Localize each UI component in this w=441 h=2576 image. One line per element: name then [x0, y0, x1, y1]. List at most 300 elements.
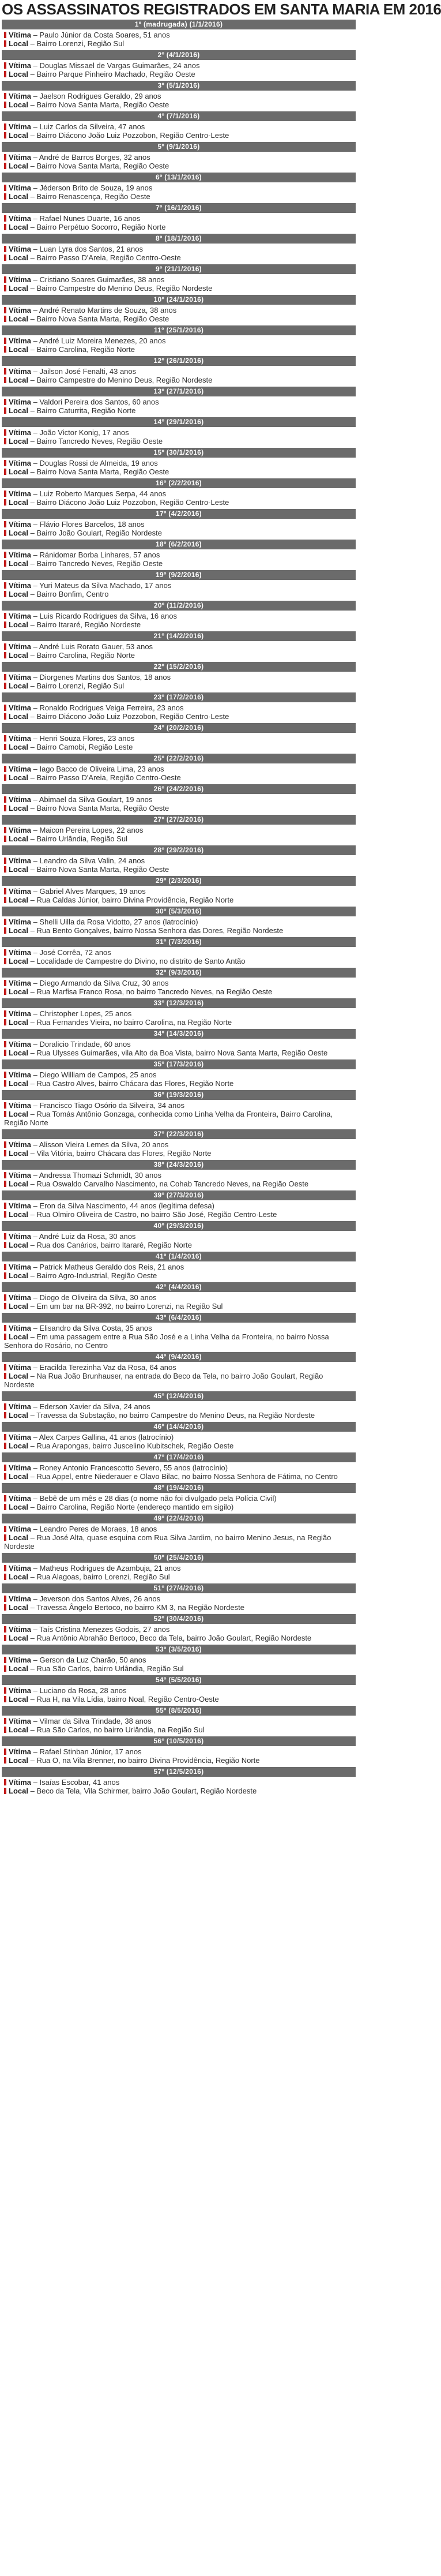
victim-label: Vítima [9, 1263, 32, 1271]
list-item [2, 570, 356, 601]
list-item [2, 20, 356, 50]
local-label: Local [9, 1787, 28, 1795]
list-item [2, 1706, 356, 1736]
victim-line: Vítima – Diogo de Oliveira da Silva, 30 anos [4, 1293, 353, 1302]
entry-body [2, 152, 356, 173]
red-bar-icon [4, 40, 6, 47]
victim-label: Vítima [9, 1232, 32, 1241]
victim-line: Vítima – Taís Cristina Menezes Godois, 27 anos [4, 1625, 353, 1634]
victim-name: André de Barros Borges, 32 anos [39, 153, 150, 162]
local-line: Local – Bairro Nova Santa Marta, Região Oeste [4, 162, 353, 170]
local-line: Local – Bairro Urlândia, Região Sul [4, 834, 353, 843]
red-bar-icon [4, 613, 6, 619]
victim-line: Vítima – André Renato Martins de Souza, 38 anos [4, 306, 353, 314]
red-bar-icon [4, 1242, 6, 1248]
victim-name: Leandro Peres de Moraes, 18 anos [39, 1525, 157, 1533]
victim-label: Vítima [9, 520, 32, 529]
victim-line: Vítima – Ronaldo Rodrigues Veiga Ferreira, 23 anos [4, 703, 353, 712]
red-bar-icon [4, 1080, 6, 1087]
local-line: Local – Localidade de Campestre do Divino, no distrito de Santo Antão [4, 957, 353, 965]
list-item [2, 1129, 356, 1160]
local-value: Bairro Nova Santa Marta, Região Oeste [36, 804, 169, 813]
victim-line: Vítima – Iago Bacco de Oliveira Lima, 23 anos [4, 765, 353, 773]
victim-name: Alex Carpes Gallina, 41 anos (latrocínio) [39, 1433, 174, 1441]
local-line: Local – Bairro Perpétuo Socorro, Região Norte [4, 223, 353, 231]
local-value: Bairro Parque Pinheiro Machado, Região Oeste [36, 70, 195, 78]
red-bar-icon [4, 1111, 6, 1117]
local-value: Travessa Ângelo Bertoco, no bairro KM 3, na Região Nordeste [36, 1603, 245, 1612]
local-line: Local – Rua Tomás Antônio Gonzaga, conhecida como Linha Velha da Fronteira, Bairro Carolina, Região Norte [4, 1110, 333, 1127]
victim-name: Bebê de um mês e 28 dias (o nome não foi divulgado pela Polícia Civil) [39, 1494, 277, 1503]
entry-body [2, 794, 356, 815]
entry-body [2, 335, 356, 356]
local-line: Local – Bairro Nova Santa Marta, Região Oeste [4, 314, 353, 323]
local-label: Local [9, 39, 28, 48]
red-bar-icon [4, 1565, 6, 1571]
list-item [2, 1059, 356, 1090]
entry-body [2, 1323, 356, 1352]
red-bar-icon [4, 1657, 6, 1663]
local-value: Bairro Nova Santa Marta, Região Oeste [36, 100, 169, 109]
victim-line: Vítima – Paulo Júnior da Costa Soares, 51 anos [4, 31, 353, 39]
list-item [2, 1313, 356, 1352]
local-value: Bairro João Goulart, Região Nordeste [36, 529, 162, 537]
local-line: Local – Bairro Bonfim, Centro [4, 590, 353, 598]
local-label: Local [9, 1149, 28, 1158]
victim-label: Vítima [9, 1363, 32, 1372]
victim-name: André Luiz da Rosa, 30 anos [39, 1232, 136, 1241]
red-bar-icon [4, 1211, 6, 1218]
victim-label: Vítima [9, 367, 32, 376]
victim-label: Vítima [9, 1564, 32, 1572]
local-value: Bairro Carolina, Região Norte (endereço mantido em sigilo) [36, 1503, 234, 1511]
red-bar-icon [4, 652, 6, 658]
victim-name: Ránidomar Borba Linhares, 57 anos [39, 551, 160, 559]
victim-line: Vítima – Jaelson Rodrigues Geraldo, 29 anos [4, 92, 353, 100]
victim-label: Vítima [9, 581, 32, 590]
victim-name: Elisandro da Silva Costa, 35 anos [39, 1324, 152, 1332]
local-value: Rua H, na Vila Lídia, bairro Noal, Região Centro-Oeste [36, 1695, 219, 1703]
red-bar-icon [4, 1373, 6, 1379]
entry-body [2, 121, 356, 142]
red-bar-icon [4, 1788, 6, 1794]
local-line: Local – Rua dos Canários, bairro Itararé, Região Norte [4, 1241, 353, 1249]
local-line: Local – Bairro Diácono João Luiz Pozzobon, Região Centro-Leste [4, 712, 353, 721]
local-value: Bairro Passo D'Areia, Região Centro-Oeste [36, 253, 181, 262]
victim-line: Vítima – Gerson da Luz Charão, 50 anos [4, 1656, 353, 1664]
victim-label: Vítima [9, 948, 32, 957]
victim-line: Vítima – Francisco Tiago Osório da Silveira, 34 anos [4, 1101, 353, 1110]
victim-label: Vítima [9, 1594, 32, 1603]
list-item [2, 50, 356, 81]
list-item [2, 723, 356, 754]
entry-date-header: 16º (2/2/2016) [2, 478, 356, 488]
entry-date-header: 56º (10/5/2016) [2, 1736, 356, 1746]
red-bar-icon [4, 1434, 6, 1440]
victim-line: Vítima – Abimael da Silva Goulart, 19 anos [4, 795, 353, 804]
red-bar-icon [4, 949, 6, 956]
victim-name: Eron da Silva Nascimento, 44 anos (legítima defesa) [39, 1201, 214, 1210]
local-label: Local [9, 1533, 28, 1542]
entry-date-header: 52º (30/4/2016) [2, 1614, 356, 1624]
entry-date-header: 30º (5/3/2016) [2, 907, 356, 916]
red-bar-icon [4, 1626, 6, 1633]
entry-date-header: 34º (14/3/2016) [2, 1029, 356, 1039]
local-value: Rua Castro Alves, bairro Chácara das Flores, Região Norte [36, 1079, 234, 1088]
entry-date-header: 6º (13/1/2016) [2, 173, 356, 182]
red-bar-icon [4, 163, 6, 169]
local-label: Local [9, 1018, 28, 1027]
red-bar-icon [4, 683, 6, 689]
local-value: Bairro Perpétuo Socorro, Região Norte [36, 223, 166, 231]
local-line: Local – Bairro Itararé, Região Nordeste [4, 620, 353, 629]
local-value: Rua Alagoas, bairro Lorenzi, Região Sul [36, 1572, 170, 1581]
entry-body [2, 580, 356, 601]
red-bar-icon [4, 1303, 6, 1309]
entry-body [2, 1523, 356, 1553]
victim-line: Vítima – Douglas Rossi de Almeida, 19 anos [4, 459, 353, 467]
entry-date-header: 14º (29/1/2016) [2, 417, 356, 427]
local-value: Bairro Lorenzi, Região Sul [36, 682, 125, 690]
victim-label: Vítima [9, 1717, 32, 1725]
entry-body [2, 1624, 356, 1645]
list-item [2, 1675, 356, 1706]
entry-date-header: 54º (5/5/2016) [2, 1675, 356, 1685]
entry-date-header: 4º (7/1/2016) [2, 111, 356, 121]
red-bar-icon [4, 1403, 6, 1410]
victim-label: Vítima [9, 1656, 32, 1664]
victim-label: Vítima [9, 1324, 32, 1332]
red-bar-icon [4, 1757, 6, 1763]
local-line: Local – Em uma passagem entre a Rua São José e a Linha Velha da Fronteira, no bairro Nossa Senhora do Rosário, no Centro [4, 1332, 329, 1350]
local-label: Local [9, 987, 28, 996]
local-value: Bairro Carolina, Região Norte [36, 651, 135, 660]
red-bar-icon [4, 407, 6, 414]
red-bar-icon [4, 552, 6, 558]
red-bar-icon [4, 643, 6, 650]
red-bar-icon [4, 1526, 6, 1532]
list-item [2, 1190, 356, 1221]
victim-line: Vítima – Shelli Uilla da Rosa Vidotto, 27 anos (latrocínio) [4, 918, 353, 926]
red-bar-icon [4, 491, 6, 497]
local-label: Local [9, 223, 28, 231]
victim-line: Vítima – Patrick Matheus Geraldo dos Reis, 21 anos [4, 1263, 353, 1271]
red-bar-icon [4, 254, 6, 261]
victim-name: Rafael Nunes Duarte, 16 anos [39, 214, 141, 223]
local-label: Local [9, 1725, 28, 1734]
victim-name: Roney Antonio Francescotto Severo, 55 anos (latrocínio) [39, 1463, 228, 1472]
victim-label: Vítima [9, 1201, 32, 1210]
local-line: Local – Bairro Tancredo Neves, Região Oeste [4, 559, 353, 568]
red-bar-icon [4, 1050, 6, 1056]
list-item [2, 1452, 356, 1483]
entry-date-header: 10º (24/1/2016) [2, 295, 356, 305]
victim-label: Vítima [9, 1171, 32, 1180]
victim-label: Vítima [9, 1140, 32, 1149]
entry-date-header: 40º (29/3/2016) [2, 1221, 356, 1231]
local-line: Local – Bairro Carolina, Região Norte [4, 345, 353, 354]
entry-body [2, 978, 356, 998]
local-label: Local [9, 743, 28, 751]
victim-label: Vítima [9, 1686, 32, 1695]
victim-label: Vítima [9, 1402, 32, 1411]
list-item [2, 907, 356, 937]
victim-label: Vítima [9, 1070, 32, 1079]
red-bar-icon [4, 858, 6, 864]
red-bar-icon [4, 276, 6, 283]
entry-date-header: 53º (3/5/2016) [2, 1645, 356, 1654]
victim-name: Gabriel Alves Marques, 19 anos [39, 887, 146, 896]
list-item [2, 968, 356, 998]
red-bar-icon [4, 123, 6, 130]
local-line: Local – Bairro Passo D'Areia, Região Centro-Oeste [4, 773, 353, 782]
local-line: Local – Rua São Carlos, no bairro Urlândia, na Região Sul [4, 1725, 353, 1734]
red-bar-icon [4, 1696, 6, 1702]
entry-date-header: 26º (24/2/2016) [2, 784, 356, 794]
victim-line: Vítima – Jéderson Brito de Souza, 19 anos [4, 184, 353, 192]
list-item [2, 601, 356, 631]
entry-body [2, 1685, 356, 1706]
list-item [2, 1352, 356, 1391]
victim-line: Vítima – João Victor Konig, 17 anos [4, 428, 353, 437]
local-value: Bairro Nova Santa Marta, Região Oeste [36, 314, 169, 323]
victim-line: Vítima – Flávio Flores Barcelos, 18 anos [4, 520, 353, 529]
entry-date-header: 9º (21/1/2016) [2, 264, 356, 274]
local-label: Local [9, 1603, 28, 1612]
local-line: Local – Em um bar na BR-392, no bairro Lorenzi, na Região Sul [4, 1302, 353, 1311]
entry-date-header: 28º (29/2/2016) [2, 845, 356, 855]
victim-line: Vítima – Jailson José Fenalti, 43 anos [4, 367, 353, 376]
entry-body [2, 1593, 356, 1614]
red-bar-icon [4, 1718, 6, 1724]
victim-name: Ederson Xavier da Silva, 24 anos [39, 1402, 150, 1411]
victim-name: Diego William de Campos, 25 anos [39, 1070, 157, 1079]
entry-body [2, 458, 356, 478]
local-label: Local [9, 498, 28, 507]
red-bar-icon [4, 827, 6, 833]
list-item [2, 509, 356, 540]
red-bar-icon [4, 1233, 6, 1240]
entry-body [2, 519, 356, 540]
local-value: Rua José Alta, quase esquina com Rua Silva Jardim, no bairro Menino Jesus, na Região Nordeste [4, 1533, 331, 1551]
red-bar-icon [4, 93, 6, 99]
list-item [2, 356, 356, 387]
local-label: Local [9, 162, 28, 170]
entry-body [2, 672, 356, 692]
local-label: Local [9, 1049, 28, 1057]
list-item [2, 784, 356, 815]
victim-name: Iago Bacco de Oliveira Lima, 23 anos [39, 765, 164, 773]
local-value: Rua Olmiro Oliveira de Castro, no bairro São José, Região Centro-Leste [36, 1210, 277, 1219]
local-label: Local [9, 712, 28, 721]
red-bar-icon [4, 1264, 6, 1270]
local-label: Local [9, 376, 28, 384]
red-bar-icon [4, 582, 6, 589]
local-label: Local [9, 834, 28, 843]
red-bar-icon [4, 1534, 6, 1541]
entry-date-header: 35º (17/3/2016) [2, 1059, 356, 1069]
entry-body [2, 855, 356, 876]
red-bar-icon [4, 246, 6, 252]
victim-name: Luan Lyra dos Santos, 21 anos [39, 245, 143, 253]
local-value: Rua Antônio Abrahão Bertoco, Beco da Tela, bairro João Goulart, Região Nordeste [36, 1634, 312, 1642]
local-line: Local – Bairro Lorenzi, Região Sul [4, 682, 353, 690]
victim-name: Matheus Rodrigues de Azambuja, 21 anos [39, 1564, 181, 1572]
local-line: Local – Rua Ulysses Guimarães, vila Alto da Boa Vista, bairro Nova Santa Marta, Região Oeste [4, 1049, 353, 1057]
victim-label: Vítima [9, 31, 32, 39]
victim-name: Jaelson Rodrigues Geraldo, 29 anos [39, 92, 161, 100]
list-item [2, 142, 356, 173]
victim-label: Vítima [9, 214, 32, 223]
entry-date-header: 51º (27/4/2016) [2, 1583, 356, 1593]
victim-line: Vítima – Luiz Roberto Marques Serpa, 44 anos [4, 489, 353, 498]
victim-line: Vítima – André Luiz Moreira Menezes, 20 anos [4, 336, 353, 345]
local-line: Local – Rua Oswaldo Carvalho Nascimento, na Cohab Tancredo Neves, na Região Oeste [4, 1180, 353, 1188]
entry-body [2, 1493, 356, 1514]
entry-body [2, 1139, 356, 1160]
victim-line: Vítima – Luis Ricardo Rodrigues da Silva, 16 anos [4, 612, 353, 620]
local-label: Local [9, 1302, 28, 1311]
red-bar-icon [4, 1150, 6, 1156]
local-label: Local [9, 1664, 28, 1673]
red-bar-icon [4, 307, 6, 313]
victim-label: Vítima [9, 153, 32, 162]
local-line: Local – Travessa Ângelo Bertoco, no bairro KM 3, na Região Nordeste [4, 1603, 353, 1612]
red-bar-icon [4, 1019, 6, 1025]
victim-line: Vítima – André Luis Rorato Gauer, 53 anos [4, 642, 353, 651]
red-bar-icon [4, 1687, 6, 1694]
entry-date-header: 18º (6/2/2016) [2, 540, 356, 549]
local-label: Local [9, 1572, 28, 1581]
victim-line: Vítima – Douglas Missael de Vargas Guimarães, 24 anos [4, 61, 353, 70]
list-item [2, 1422, 356, 1452]
local-label: Local [9, 1695, 28, 1703]
local-label: Local [9, 1110, 28, 1118]
entry-body [2, 29, 356, 50]
victim-label: Vítima [9, 1778, 32, 1787]
entry-date-header: 21º (14/2/2016) [2, 631, 356, 641]
entry-body [2, 763, 356, 784]
victim-line: Vítima – Diorgenes Martins dos Santos, 18 anos [4, 673, 353, 682]
victim-name: Rafael Stinban Júnior, 17 anos [39, 1747, 142, 1756]
victim-label: Vítima [9, 1433, 32, 1441]
red-bar-icon [4, 530, 6, 536]
red-bar-icon [4, 521, 6, 527]
entry-date-header: 12º (26/1/2016) [2, 356, 356, 366]
list-item [2, 1252, 356, 1282]
red-bar-icon [4, 224, 6, 230]
list-item [2, 815, 356, 845]
entry-date-header: 57º (12/5/2016) [2, 1767, 356, 1777]
victim-label: Vítima [9, 703, 32, 712]
victim-line: Vítima – Eron da Silva Nascimento, 44 anos (legítima defesa) [4, 1201, 353, 1210]
list-item [2, 1029, 356, 1059]
list-item [2, 754, 356, 784]
red-bar-icon [4, 621, 6, 628]
local-value: Na Rua João Brunhauser, na entrada do Beco da Tela, no bairro João Goulart, Região Nordeste [4, 1372, 323, 1389]
victim-name: Ronaldo Rodrigues Veiga Ferreira, 23 anos [39, 703, 184, 712]
local-line: Local – Bairro Renascença, Região Oeste [4, 192, 353, 201]
local-label: Local [9, 467, 28, 476]
victim-line: Vítima – Leandro da Silva Valin, 24 anos [4, 856, 353, 865]
victim-label: Vítima [9, 1625, 32, 1634]
list-item [2, 662, 356, 692]
victim-name: Shelli Uilla da Rosa Vidotto, 27 anos (latrocínio) [39, 918, 198, 926]
local-line: Local – Travessa da Substação, no bairro Campestre do Menino Deus, na Região Nordeste [4, 1411, 353, 1420]
entry-date-header: 15º (30/1/2016) [2, 448, 356, 458]
local-line: Local – Bairro Nova Santa Marta, Região Oeste [4, 865, 353, 874]
victim-label: Vítima [9, 856, 32, 865]
victim-line: Vítima – Luiz Carlos da Silveira, 47 anos [4, 122, 353, 131]
local-value: Rua Ulysses Guimarães, vila Alto da Boa Vista, bairro Nova Santa Marta, Região Oeste [36, 1049, 328, 1057]
victim-name: Andressa Thomazi Schmidt, 30 anos [39, 1171, 161, 1180]
list-item [2, 1583, 356, 1614]
list-item [2, 478, 356, 509]
victim-label: Vítima [9, 398, 32, 406]
red-bar-icon [4, 316, 6, 322]
local-line: Local – Bairro Carolina, Região Norte (endereço mantido em sigilo) [4, 1503, 353, 1511]
victim-label: Vítima [9, 765, 32, 773]
entry-date-header: 48º (19/4/2016) [2, 1483, 356, 1493]
red-bar-icon [4, 927, 6, 934]
red-bar-icon [4, 154, 6, 160]
red-bar-icon [4, 1665, 6, 1672]
victim-label: Vítima [9, 918, 32, 926]
entry-date-header: 32º (9/3/2016) [2, 968, 356, 978]
entry-body [2, 1716, 356, 1736]
entry-body [2, 1100, 356, 1129]
list-item [2, 937, 356, 968]
entry-date-header: 46º (14/4/2016) [2, 1422, 356, 1432]
red-bar-icon [4, 958, 6, 964]
entry-date-header: 13º (27/1/2016) [2, 387, 356, 396]
entry-body [2, 213, 356, 234]
local-line: Local – Rua Olmiro Oliveira de Castro, no bairro São José, Região Centro-Leste [4, 1210, 353, 1219]
local-label: Local [9, 1332, 28, 1341]
entry-date-header: 44º (9/4/2016) [2, 1352, 356, 1362]
local-value: Beco da Tela, Vila Schirmer, bairro João Goulart, Região Nordeste [36, 1787, 257, 1795]
local-line: Local – Na Rua João Brunhauser, na entrada do Beco da Tela, no bairro João Goulart, Região Nordeste [4, 1372, 323, 1389]
entry-date-header: 29º (2/3/2016) [2, 876, 356, 886]
entry-body [2, 1654, 356, 1675]
entry-body [2, 427, 356, 448]
entry-date-header: 5º (9/1/2016) [2, 142, 356, 152]
local-value: Bairro Diácono João Luiz Pozzobon, Região Centro-Leste [36, 131, 229, 140]
list-item [2, 1767, 356, 1798]
red-bar-icon [4, 1334, 6, 1340]
entry-body [2, 91, 356, 111]
local-label: Local [9, 1180, 28, 1188]
entry-date-header: 38º (24/3/2016) [2, 1160, 356, 1170]
victim-line: Vítima – Ederson Xavier da Silva, 24 anos [4, 1402, 353, 1411]
local-line: Local – Bairro Nova Santa Marta, Região Oeste [4, 804, 353, 813]
local-line: Local – Rua José Alta, quase esquina com Rua Silva Jardim, no bairro Menino Jesus, na Região Nordeste [4, 1533, 331, 1551]
victim-line: Vítima – Gabriel Alves Marques, 19 anos [4, 887, 353, 896]
victim-name: Henri Souza Flores, 23 anos [39, 734, 135, 743]
local-label: Local [9, 865, 28, 874]
victim-line: Vítima – Maicon Pereira Lopes, 22 anos [4, 826, 353, 834]
red-bar-icon [4, 1364, 6, 1371]
red-bar-icon [4, 368, 6, 375]
list-item [2, 631, 356, 662]
entry-body [2, 1008, 356, 1029]
victim-line: Vítima – Matheus Rodrigues de Azambuja, 21 anos [4, 1564, 353, 1572]
red-bar-icon [4, 713, 6, 720]
local-value: Bairro Nova Santa Marta, Região Oeste [36, 467, 169, 476]
red-bar-icon [4, 1465, 6, 1471]
local-value: Travessa da Substação, no bairro Campestre do Menino Deus, na Região Nordeste [36, 1411, 315, 1420]
victim-name: Patrick Matheus Geraldo dos Reis, 21 anos [39, 1263, 184, 1271]
